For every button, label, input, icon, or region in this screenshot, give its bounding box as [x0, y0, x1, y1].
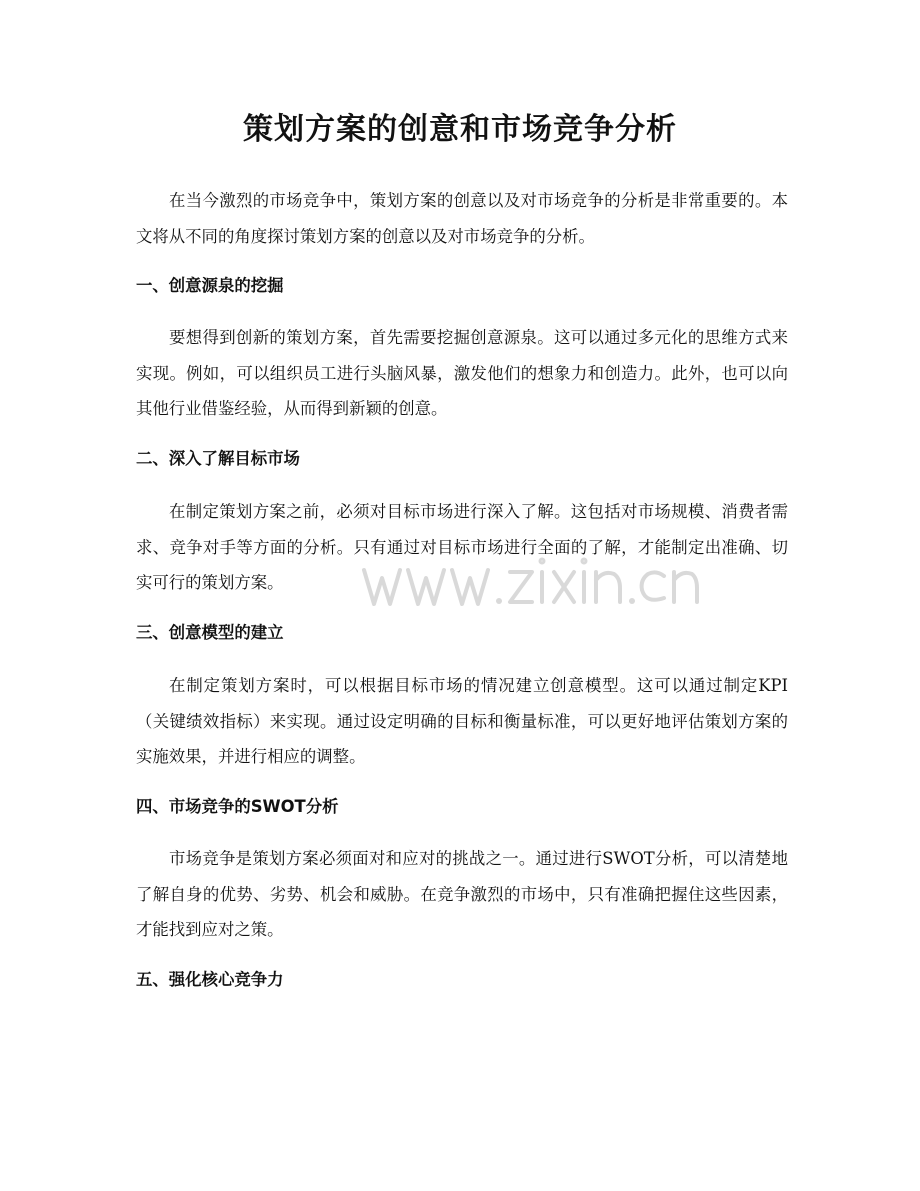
section-4-heading: 四、市场竞争的SWOT分析 — [136, 797, 339, 816]
section-2-body: 在制定策划方案之前，必须对目标市场进行深入了解。这包括对市场规模、消费者需求、竞争对手等方面的分析。只有通过对目标市场进行全面的了解，才能制定出准确、切实可行的策划方案。 — [136, 502, 788, 592]
section-1-body: 要想得到创新的策划方案，首先需要挖掘创意源泉。这可以通过多元化的思维方式来实现。例如，可以组织员工进行头脑风暴，激发他们的想象力和创造力。此外，也可以向其他行业借鉴经验，从而得到新颖的创意。 — [136, 328, 788, 418]
section-3-body: 在制定策划方案时，可以根据目标市场的情况建立创意模型。这可以通过制定KPI（关键绩效指标）来实现。通过设定明确的目标和衡量标准，可以更好地评估策划方案的实施效果，并进行相应的调整。 — [136, 676, 788, 766]
section-2-heading: 二、深入了解目标市场 — [136, 449, 300, 468]
intro-paragraph: 在当今激烈的市场竞争中，策划方案的创意以及对市场竞争的分析是非常重要的。本文将从不同的角度探讨策划方案的创意以及对市场竞争的分析。 — [136, 191, 788, 246]
document-title: 策划方案的创意和市场竞争分析 — [243, 112, 677, 147]
section-3-heading: 三、创意模型的建立 — [136, 623, 284, 642]
section-1-heading: 一、创意源泉的挖掘 — [136, 276, 284, 295]
section-5-heading: 五、强化核心竞争力 — [136, 970, 284, 989]
section-4-body: 市场竞争是策划方案必须面对和应对的挑战之一。通过进行SWOT分析，可以清楚地了解自身的优势、劣势、机会和威胁。在竞争激烈的市场中，只有准确把握住这些因素，才能找到应对之策。 — [136, 849, 788, 939]
